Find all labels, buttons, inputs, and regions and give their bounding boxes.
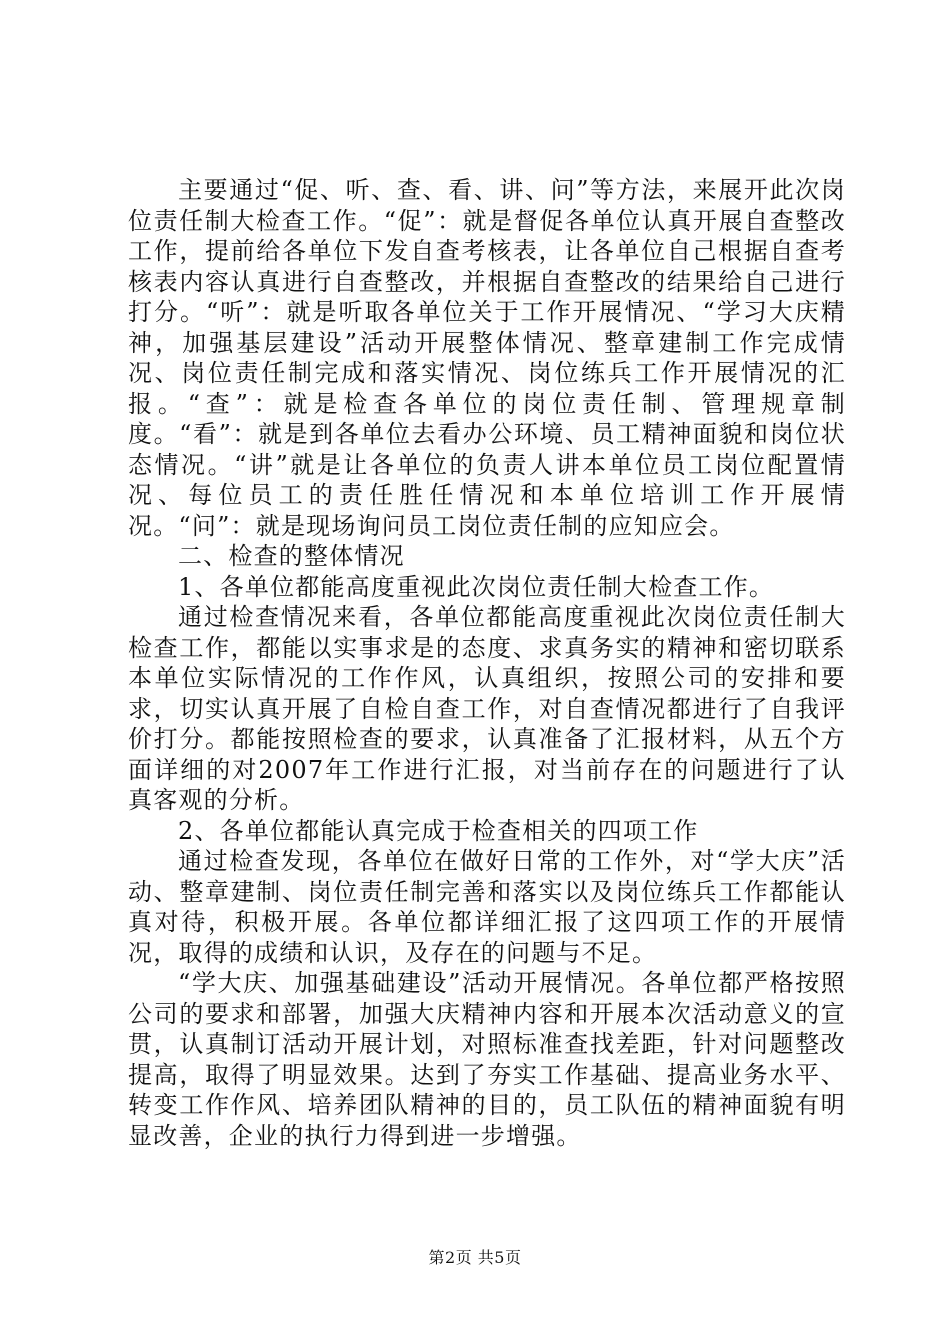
document-body xyxy=(128,175,846,1151)
subheading-1: 1、各单位都能高度重视此次岗位责任制大检查工作。 xyxy=(178,572,775,601)
subheading-2: 2、各单位都能认真完成于检查相关的四项工作 xyxy=(178,816,699,845)
paragraph-methods: 主要通过“促、听、查、看、讲、问”等方法，来展开此次岗位责任制大检查工作。“促”：就是督促各单位认真开展自查整改工作，提前给各单位下发自查考核表，让各单位自己根据自查考核表内容认真进行自查整改，并根据自查整改的结果给自己进行打分。“听”：就是听取各单位关于工作开展情况、“学习大庆精神，加强基层建设”活动开展整体情况、整章建制工作完成情况、岗位责任制完成和落实情况、岗位练兵工作开展情况的汇报。“查”：就是检查各单位的岗位责任制、管理规章制度。“看”：就是到各单位去看办公环境、员工精神面貌和岗位状态情况。“讲”就是让各单位的负责人讲本单位员工岗位配置情况、每位员工的责任胜任情况和本单位培训工作开展情况。“问”：就是现场询问员工岗位责任制的应知应会。 xyxy=(128,176,846,540)
paragraph-four-tasks: 通过检查发现，各单位在做好日常的工作外，对“学大庆”活动、整章建制、岗位责任制完善和落实以及岗位练兵工作都能认真对待，积极开展。各单位都详细汇报了这四项工作的开展情况，取得的成绩和认识，及存在的问题与不足。 xyxy=(128,847,846,967)
page-footer: 第2页 共5页 xyxy=(428,1248,522,1267)
paragraph-attention: 通过检查情况来看，各单位都能高度重视此次岗位责任制大检查工作，都能以实事求是的态度、求真务实的精神和密切联系本单位实际情况的工作作风，认真组织，按照公司的安排和要求，切实认真开展了自检自查工作，对自查情况都进行了自我评价打分。都能按照检查的要求，认真准备了汇报材料，从五个方面详细的对2007年工作进行汇报，对当前存在的问题进行了认真客观的分析。 xyxy=(128,603,846,814)
paragraph-daqing-activity: “学大庆、加强基础建设”活动开展情况。各单位都严格按照公司的要求和部署，加强大庆精神内容和开展本次活动意义的宣贯，认真制订活动开展计划，对照标准查找差距，针对问题整改提高，取得了明显效果。达到了夯实工作基础、提高业务水平、转变工作作风、培养团队精神的目的，员工队伍的精神面貌有明显改善，企业的执行力得到进一步增强。 xyxy=(128,969,846,1150)
section-heading-overall: 二、检查的整体情况 xyxy=(178,542,405,570)
